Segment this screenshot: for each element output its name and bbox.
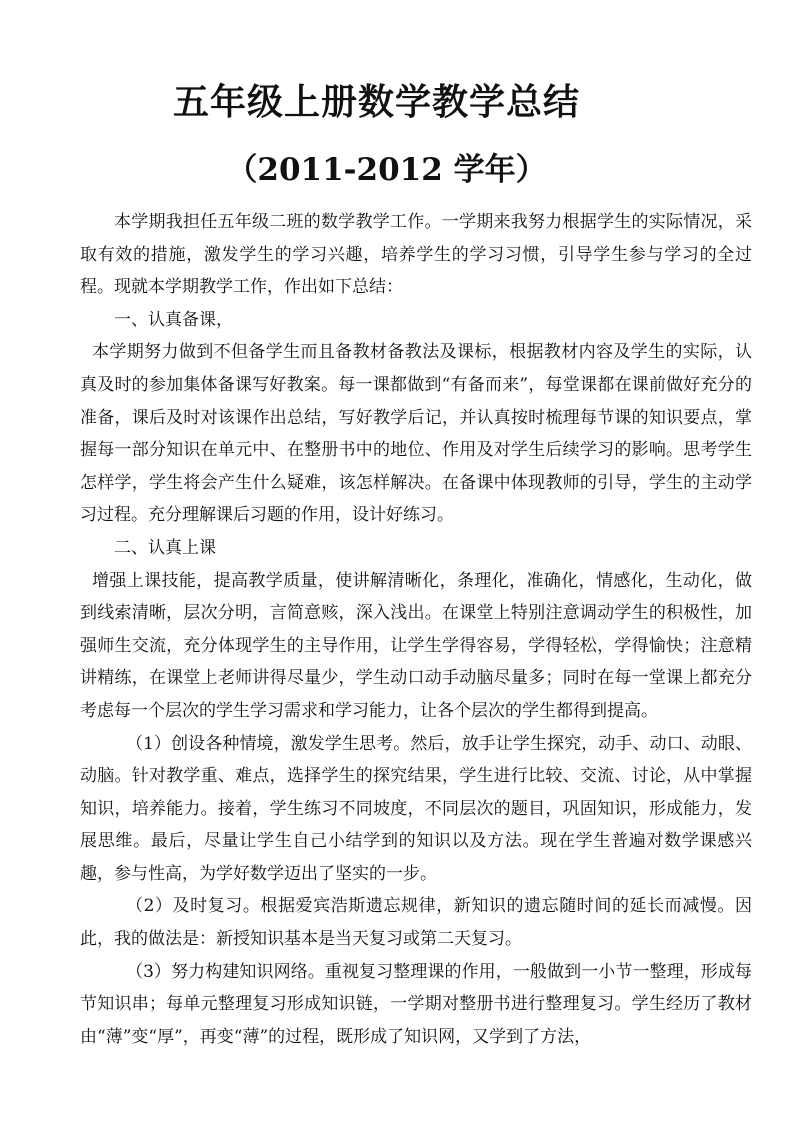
section-1-heading: 一、认真备课， — [114, 309, 233, 330]
document-body — [80, 206, 752, 1053]
document-title: 五年级上册数学教学总结 — [172, 81, 580, 123]
section-2-item-2: （2）及时复习。根据爱宾浩斯遗忘规律，新知识的遗忘随时间的延长而减慢。因此，我的做法是：新授知识基本是当天复习或第二天复习。 — [80, 896, 752, 950]
document-subtitle: （2011-2012 学年） — [226, 152, 547, 188]
intro-paragraph: 本学期我担任五年级二班的数学教学工作。一学期来我努力根据学生的实际情况，采取有效的措施，激发学生的学习兴趣，培养学生的学习习惯，引导学生参与学习的全过程。现就本学期教学工作，作出如下总结： — [80, 212, 752, 298]
section-2-paragraph: 增强上课技能，提高教学质量，使讲解清晰化，条理化，准确化，情感化，生动化，做到线索清晰，层次分明，言简意赅，深入浅出。在课堂上特别注意调动学生的积极性，加强师生交流，充分体现学生的主导作用，让学生学得容易，学得轻松，学得愉快；注意精讲精练，在课堂上老师讲得尽量少，学生动口动手动脑尽量多；同时在每一堂课上都充分考虑每一个层次的学生学习需求和学习能力，让各个层次的学生都得到提高。 — [80, 570, 752, 721]
section-2-heading: 二、认真上课 — [114, 537, 216, 558]
section-2-item-1: （1）创设各种情境，激发学生思考。然后，放手让学生探究，动手、动口、动眼、动脑。针对教学重、难点，选择学生的探究结果，学生进行比较、交流、讨论，从中掌握知识，培养能力。接着，学生练习不同坡度，不同层次的题目，巩固知识，形成能力，发展思维。最后，尽量让学生自己小结学到的知识以及方法。现在学生普遍对数学课感兴趣，参与性高，为学好数学迈出了坚实的一步。 — [80, 733, 752, 884]
section-2-item-3: （3）努力构建知识网络。重视复习整理课的作用，一般做到一小节一整理，形成每节知识串；每单元整理复习形成知识链，一学期对整册书进行整理复习。学生经历了教材由“薄”变“厚”，再变“薄”的过程，既形成了知识网，又学到了方法， — [80, 961, 752, 1047]
section-1-paragraph: 本学期努力做到不但备学生而且备教材备教法及课标，根据教材内容及学生的实际，认真及时的参加集体备课写好教案。每一课都做到“有备而来”，每堂课都在课前做好充分的准备，课后及时对该课作出总结，写好教学后记，并认真按时梳理每节课的知识要点，掌握每一部分知识在单元中、在整册书中的地位、作用及对学生后续学习的影响。思考学生怎样学，学生将会产生什么疑难，该怎样解决。在备课中体现教师的引导，学生的主动学习过程。充分理解课后习题的作用，设计好练习。 — [80, 342, 752, 526]
